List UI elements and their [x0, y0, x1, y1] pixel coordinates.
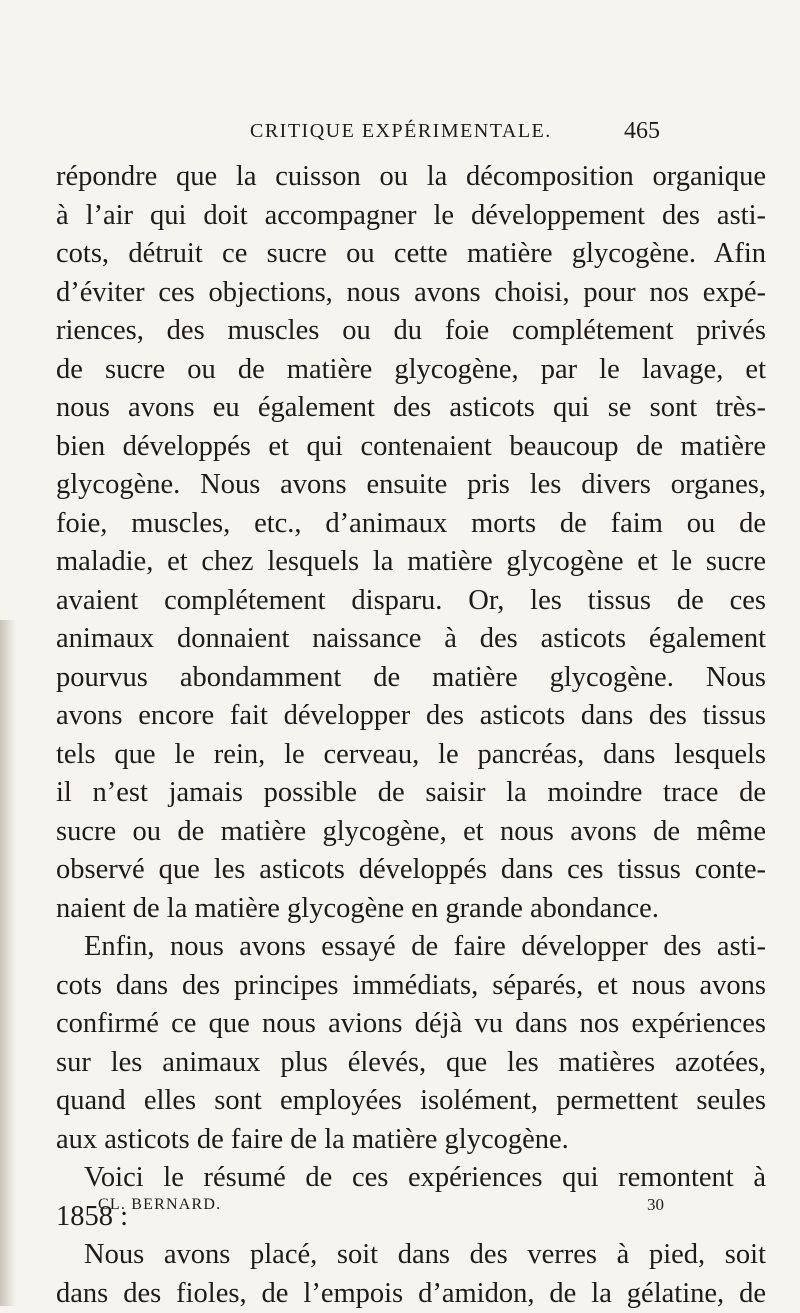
- text-line: sur les animaux plus élevés, que les matières azotées,: [56, 1044, 766, 1083]
- text-line: 1858 :: [56, 1198, 766, 1237]
- text-line: foie, muscles, etc., d’animaux morts de faim ou de: [56, 505, 766, 544]
- running-title: CRITIQUE EXPÉRIMENTALE.: [250, 116, 552, 146]
- text-line: Nous avons placé, soit dans des verres à pied, soit: [56, 1236, 766, 1275]
- text-line: cots dans des principes immédiats, séparés, et nous avons: [56, 967, 766, 1006]
- text-line: confirmé ce que nous avions déjà vu dans nos expériences: [56, 1005, 766, 1044]
- text-line: il n’est jamais possible de saisir la moindre trace de: [56, 774, 766, 813]
- text-line: pourvus abondamment de matière glycogène. Nous: [56, 659, 766, 698]
- text-line: Voici le résumé de ces expériences qui remontent à: [56, 1159, 766, 1198]
- page-header: [250, 116, 660, 146]
- text-line: observé que les asticots développés dans ces tissus conte-: [56, 851, 766, 890]
- signature-number: 30: [647, 1192, 664, 1218]
- signature-mark: CL. BERNARD.: [98, 1192, 221, 1218]
- page-edge-shadow: [0, 620, 16, 1306]
- text-line: à l’air qui doit accompagner le développement des asti-: [56, 197, 766, 236]
- text-line: Enfin, nous avons essayé de faire développer des asti-: [56, 928, 766, 967]
- text-line: tels que le rein, le cerveau, le pancréas, dans lesquels: [56, 736, 766, 775]
- text-line: cots, détruit ce sucre ou cette matière glycogène. Afin: [56, 235, 766, 274]
- text-line: quand elles sont employées isolément, permettent seules: [56, 1082, 766, 1121]
- body-text: [56, 158, 766, 1313]
- text-line: avaient complétement disparu. Or, les tissus de ces: [56, 582, 766, 621]
- text-line: bien développés et qui contenaient beaucoup de matière: [56, 428, 766, 467]
- text-line: d’éviter ces objections, nous avons choisi, pour nos expé-: [56, 274, 766, 313]
- text-line: naient de la matière glycogène en grande abondance.: [56, 890, 766, 929]
- text-line: nous avons eu également des asticots qui se sont très-: [56, 389, 766, 428]
- text-line: animaux donnaient naissance à des asticots également: [56, 620, 766, 659]
- text-line: riences, des muscles ou du foie complétement privés: [56, 312, 766, 351]
- text-line: maladie, et chez lesquels la matière glycogène et le sucre: [56, 543, 766, 582]
- page-number: 465: [624, 116, 660, 146]
- text-line: de sucre ou de matière glycogène, par le lavage, et: [56, 351, 766, 390]
- text-line: aux asticots de faire de la matière glycogène.: [56, 1121, 766, 1160]
- text-line: sucre ou de matière glycogène, et nous avons de même: [56, 813, 766, 852]
- page-footer: [98, 1192, 664, 1218]
- text-line: avons encore fait développer des asticots dans des tissus: [56, 697, 766, 736]
- text-line: glycogène. Nous avons ensuite pris les divers organes,: [56, 466, 766, 505]
- text-line: dans des fioles, de l’empois d’amidon, de la gélatine, de: [56, 1275, 766, 1313]
- text-line: répondre que la cuisson ou la décomposition organique: [56, 158, 766, 197]
